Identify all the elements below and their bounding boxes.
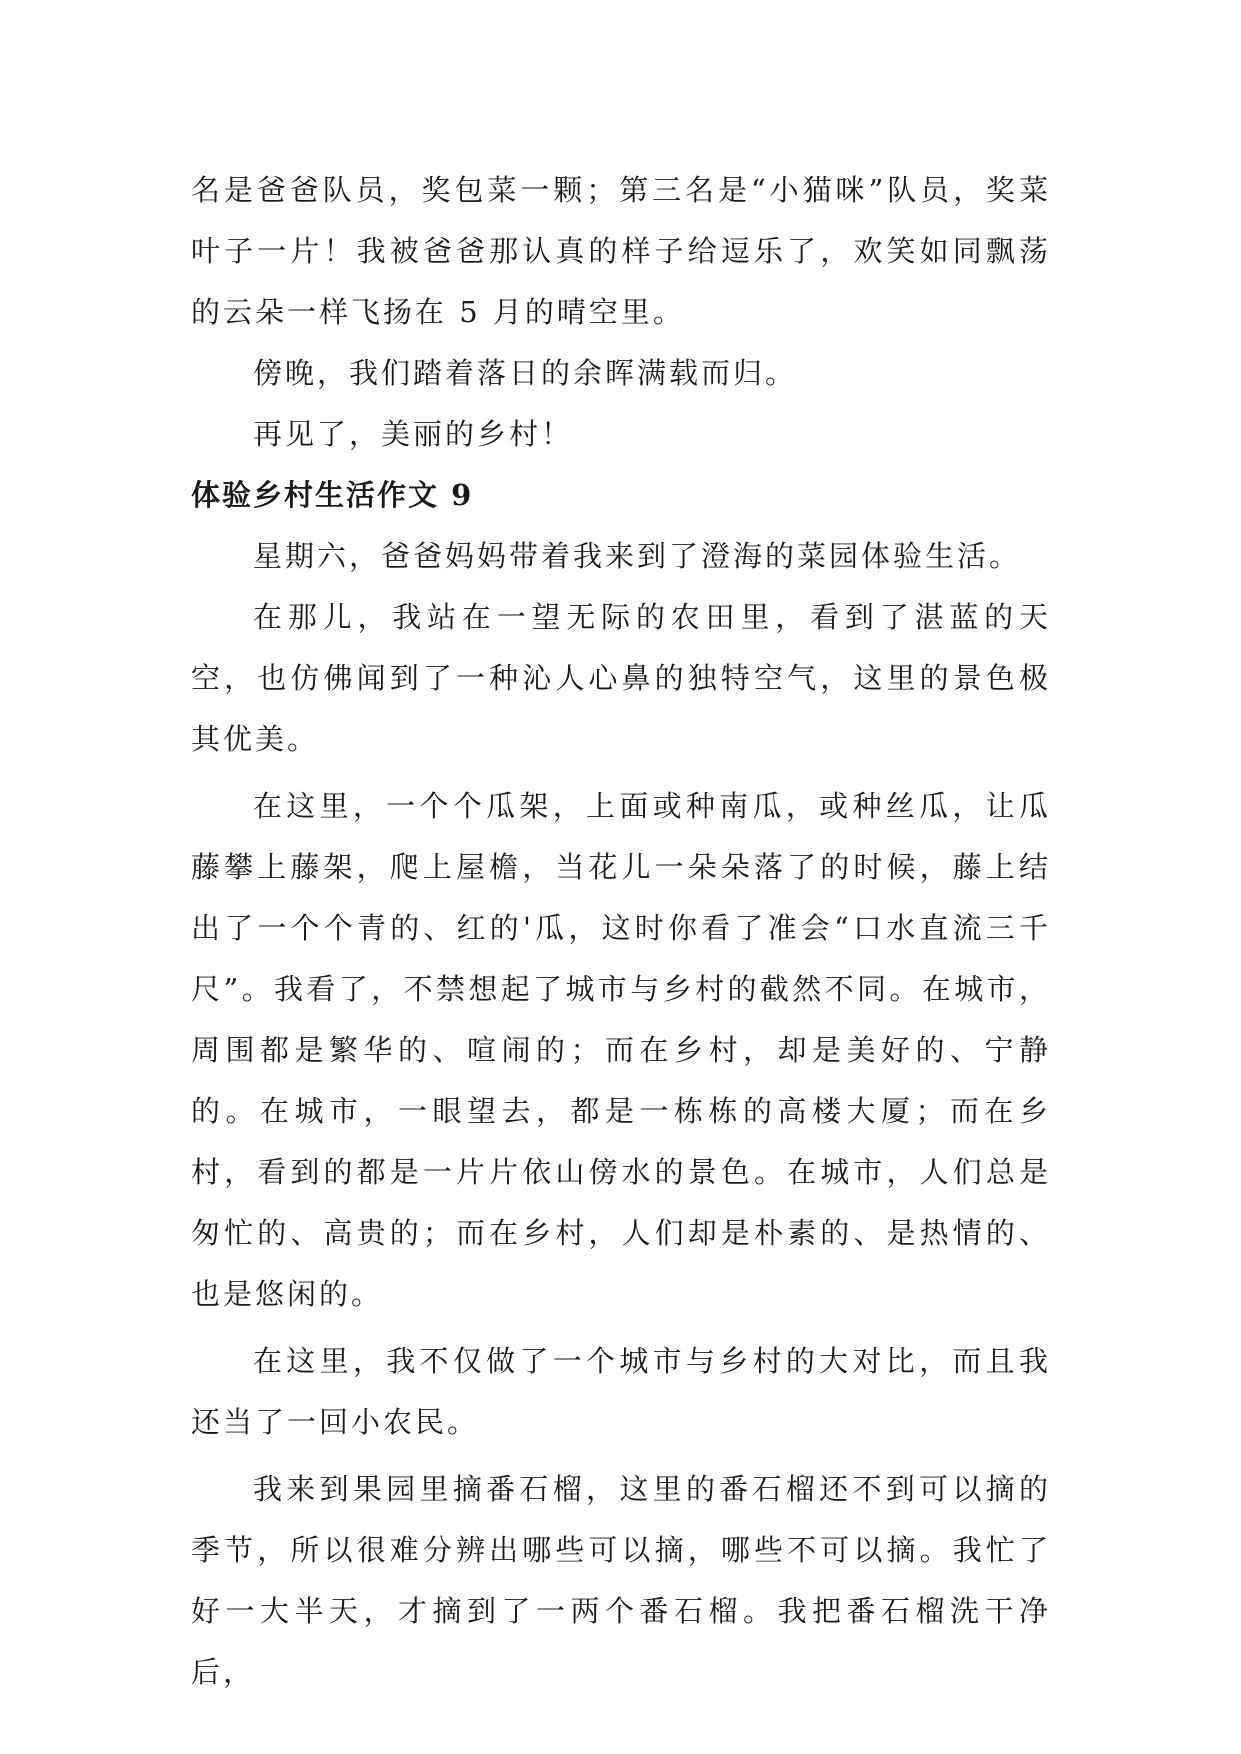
paragraph-little-farmer: 在这里，我不仅做了一个城市与乡村的大对比，而且我还当了一回小农民。 bbox=[191, 1344, 1051, 1439]
paragraph-evening: 傍晚，我们踏着落日的余晖满载而归。 bbox=[253, 356, 798, 390]
paragraph-farewell: 再见了，美丽的乡村！ bbox=[253, 417, 574, 451]
document-body bbox=[191, 160, 1051, 1703]
essay-heading: 体验乡村生活作文 9 bbox=[191, 478, 474, 512]
paragraph-continued: 名是爸爸队员，奖包菜一颗；第三名是“小猫咪”队员，奖菜叶子一片！我被爸爸那认真的样子给逗乐了，欢笑如同飘荡的云朵一样飞扬在 5 月的晴空里。 bbox=[191, 173, 1051, 329]
paragraph-farmland: 在那儿，我站在一望无际的农田里，看到了湛蓝的天空，也仿佛闻到了一种沁人心鼻的独特空气，这里的景色极其优美。 bbox=[191, 600, 1051, 756]
paragraph-guava: 我来到果园里摘番石榴，这里的番石榴还不到可以摘的季节，所以很难分辨出哪些可以摘，哪些不可以摘。我忙了好一大半天，才摘到了一两个番石榴。我把番石榴洗干净后， bbox=[191, 1472, 1051, 1689]
paragraph-city-vs-village: 在这里，一个个瓜架，上面或种南瓜，或种丝瓜，让瓜藤攀上藤架，爬上屋檐，当花儿一朵朵落了的时候，藤上结出了一个个青的、红的'瓜，这时你看了准会“口水直流三千尺”。我看了，不禁想起了城市与乡村的截然不同。在城市，周围都是繁华的、喧闹的；而在乡村，却是美好的、宁静的。在城市，一眼望去，都是一栋栋的高楼大厦；而在乡村，看到的都是一片片依山傍水的景色。在城市，人们总是匆忙的、高贵的；而在乡村，人们却是朴素的、是热情的、也是悠闲的。 bbox=[191, 789, 1051, 1311]
paragraph-saturday: 星期六，爸爸妈妈带着我来到了澄海的菜园体验生活。 bbox=[253, 539, 1022, 573]
